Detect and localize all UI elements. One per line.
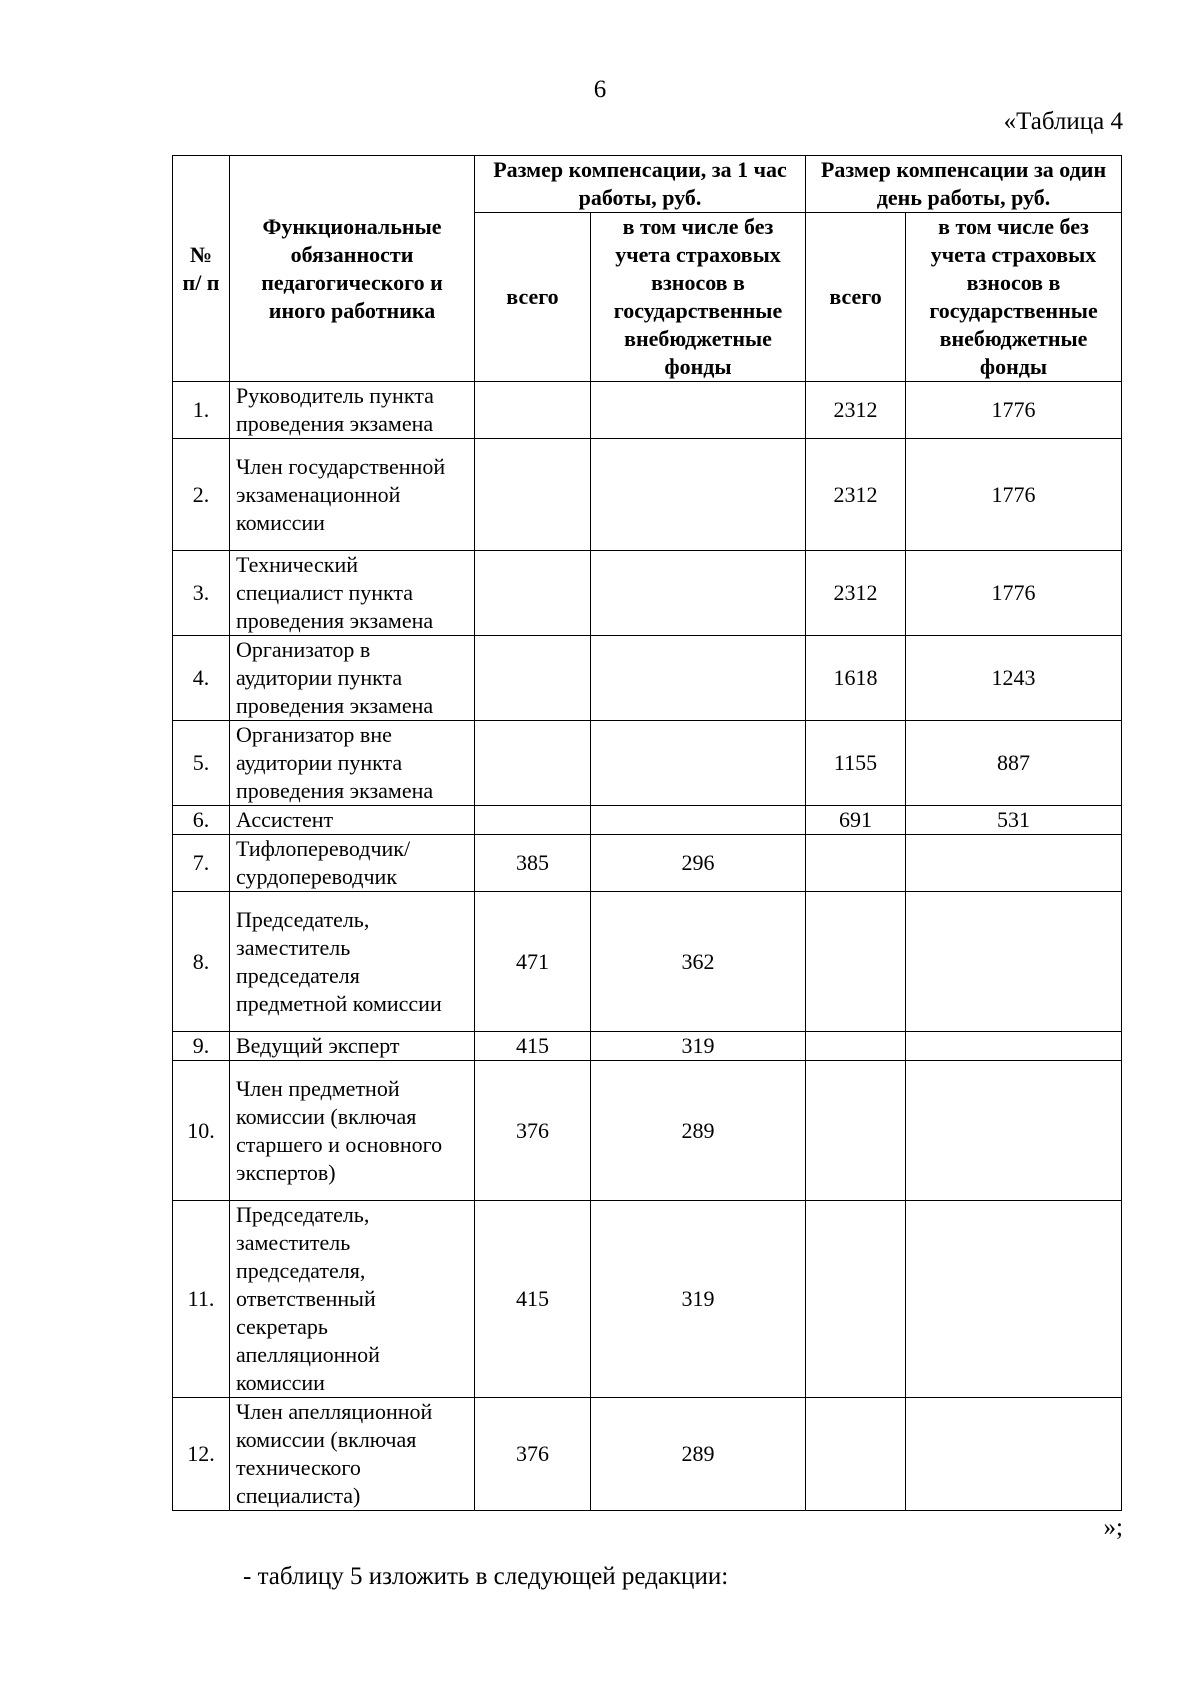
row-number: 2. [173, 439, 230, 551]
header-daily-total: всего [806, 213, 906, 382]
daily-total-cell: 2312 [806, 551, 906, 636]
daily-total-cell [806, 1201, 906, 1398]
hourly-excl-cell: 289 [591, 1398, 806, 1511]
hourly-total-cell [475, 382, 591, 439]
row-number: 12. [173, 1398, 230, 1511]
row-number: 1. [173, 382, 230, 439]
compensation-table [172, 155, 1122, 1511]
row-number: 3. [173, 551, 230, 636]
table-row [173, 551, 1122, 636]
hourly-excl-cell: 319 [591, 1032, 806, 1061]
daily-total-cell: 1618 [806, 636, 906, 721]
daily-excl-cell: 1776 [906, 382, 1122, 439]
duty-cell: Председатель, заместитель председателя, ответственный секретарь апелляционной комиссии [230, 1201, 475, 1398]
table-caption: «Таблица 4 [1003, 108, 1123, 135]
hourly-excl-cell [591, 806, 806, 835]
daily-excl-cell: 1776 [906, 551, 1122, 636]
duty-cell: Председатель, заместитель председателя предметной комиссии [230, 892, 475, 1032]
table-row [173, 1201, 1122, 1398]
duty-cell: Тифлопереводчик/ сурдопереводчик [230, 835, 475, 892]
daily-excl-cell: 531 [906, 806, 1122, 835]
table-row [173, 835, 1122, 892]
hourly-excl-cell [591, 721, 806, 806]
hourly-total-cell [475, 721, 591, 806]
header-duties: Функциональные обязанности педагогического и иного работника [230, 156, 475, 382]
duty-cell: Член апелляционной комиссии (включая технического специалиста) [230, 1398, 475, 1511]
hourly-total-cell: 376 [475, 1061, 591, 1201]
daily-total-cell: 1155 [806, 721, 906, 806]
page-number: 6 [593, 76, 607, 103]
hourly-total-cell [475, 806, 591, 835]
hourly-excl-cell: 362 [591, 892, 806, 1032]
hourly-excl-cell [591, 382, 806, 439]
hourly-excl-cell: 319 [591, 1201, 806, 1398]
closing-quote-mark: »; [1103, 1514, 1123, 1541]
hourly-excl-cell [591, 636, 806, 721]
daily-total-cell: 2312 [806, 382, 906, 439]
daily-excl-cell [906, 835, 1122, 892]
row-number: 4. [173, 636, 230, 721]
row-number: 11. [173, 1201, 230, 1398]
hourly-total-cell [475, 439, 591, 551]
table-row [173, 806, 1122, 835]
header-hourly-total: всего [475, 213, 591, 382]
daily-excl-cell [906, 1398, 1122, 1511]
duty-cell: Ведущий эксперт [230, 1032, 475, 1061]
table-row [173, 382, 1122, 439]
table-row [173, 439, 1122, 551]
table-row [173, 892, 1122, 1032]
table-row [173, 636, 1122, 721]
duty-cell: Ассистент [230, 806, 475, 835]
table-row [173, 1398, 1122, 1511]
daily-excl-cell: 887 [906, 721, 1122, 806]
table-row [173, 1061, 1122, 1201]
daily-excl-cell: 1776 [906, 439, 1122, 551]
header-number: № п/ п [173, 156, 230, 382]
daily-total-cell [806, 1061, 906, 1201]
duty-cell: Руководитель пункта проведения экзамена [230, 382, 475, 439]
daily-excl-cell [906, 1032, 1122, 1061]
hourly-excl-cell [591, 551, 806, 636]
duty-cell: Технический специалист пункта проведения экзамена [230, 551, 475, 636]
duty-cell: Организатор в аудитории пункта проведения экзамена [230, 636, 475, 721]
daily-total-cell [806, 835, 906, 892]
header-daily-excl-contributions: в том числе без учета страховых взносов в государственные внебюджетные фонды [906, 213, 1122, 382]
header-hourly-compensation: Размер компенсации, за 1 час работы, руб. [475, 156, 806, 213]
table-row [173, 1032, 1122, 1061]
table-row [173, 721, 1122, 806]
hourly-total-cell: 415 [475, 1032, 591, 1061]
hourly-total-cell: 415 [475, 1201, 591, 1398]
daily-excl-cell: 1243 [906, 636, 1122, 721]
row-number: 6. [173, 806, 230, 835]
daily-total-cell [806, 892, 906, 1032]
duty-cell: Член предметной комиссии (включая старшего и основного экспертов) [230, 1061, 475, 1201]
row-number: 7. [173, 835, 230, 892]
row-number: 8. [173, 892, 230, 1032]
duty-cell: Организатор вне аудитории пункта проведения экзамена [230, 721, 475, 806]
hourly-total-cell [475, 636, 591, 721]
hourly-total-cell: 376 [475, 1398, 591, 1511]
daily-excl-cell [906, 1201, 1122, 1398]
hourly-total-cell: 471 [475, 892, 591, 1032]
daily-total-cell [806, 1398, 906, 1511]
instruction-text: - таблицу 5 изложить в следующей редакции: [243, 1563, 729, 1590]
hourly-total-cell [475, 551, 591, 636]
row-number: 10. [173, 1061, 230, 1201]
row-number: 5. [173, 721, 230, 806]
hourly-total-cell: 385 [475, 835, 591, 892]
row-number: 9. [173, 1032, 230, 1061]
daily-excl-cell [906, 892, 1122, 1032]
daily-total-cell: 2312 [806, 439, 906, 551]
daily-total-cell [806, 1032, 906, 1061]
duty-cell: Член государственной экзаменационной комиссии [230, 439, 475, 551]
header-daily-compensation: Размер компенсации за один день работы, руб. [806, 156, 1122, 213]
daily-excl-cell [906, 1061, 1122, 1201]
table-body [173, 382, 1122, 1511]
daily-total-cell: 691 [806, 806, 906, 835]
hourly-excl-cell [591, 439, 806, 551]
header-hourly-excl-contributions: в том числе без учета страховых взносов в государственные внебюджетные фонды [591, 213, 806, 382]
hourly-excl-cell: 289 [591, 1061, 806, 1201]
hourly-excl-cell: 296 [591, 835, 806, 892]
